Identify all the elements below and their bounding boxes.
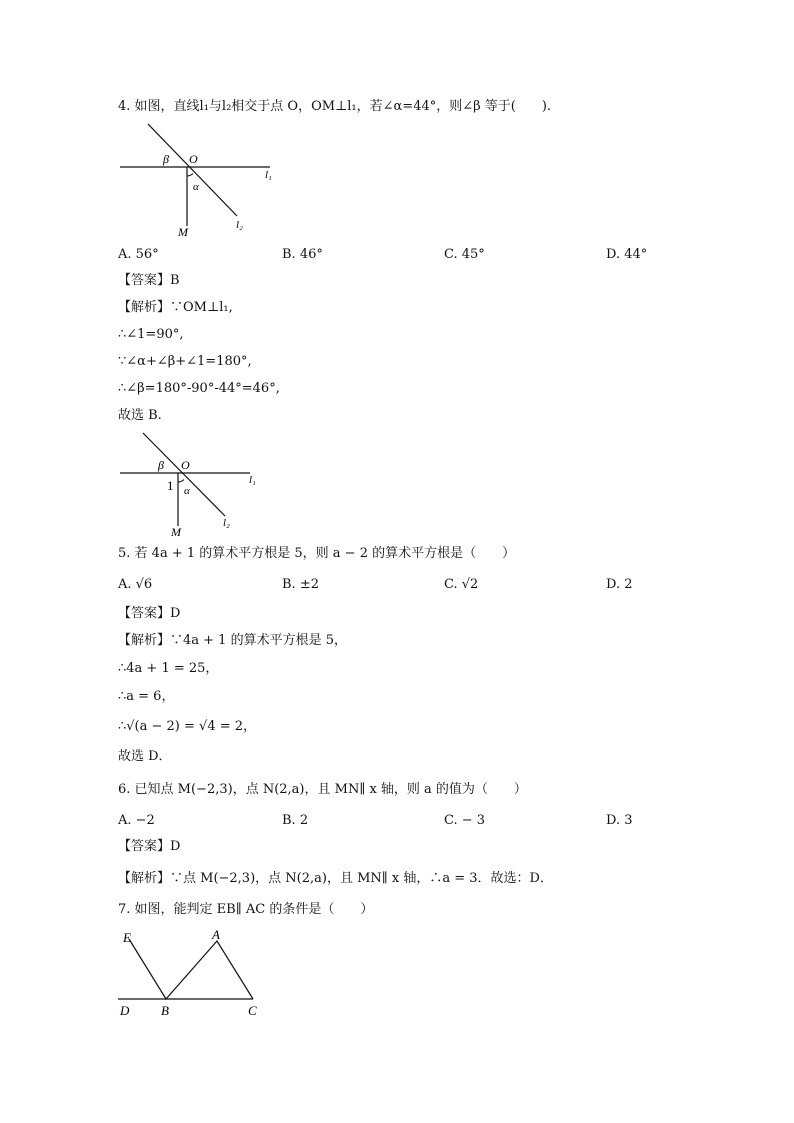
q5-analysis-5: 故选 D． <box>118 749 172 764</box>
q4-label-beta: β <box>163 152 169 166</box>
q6-option-c[interactable]: C. − 3 <box>444 813 486 828</box>
q4-option-d[interactable]: D. 44° <box>606 247 648 262</box>
q5-option-b[interactable]: B. ±2 <box>282 577 319 592</box>
q5-stem: 5. 若 4a + 1 的算术平方根是 5，则 a − 2 的算术平方根是（ ） <box>118 546 516 561</box>
q4-label-alpha: α <box>193 181 199 193</box>
q7-label-e: E <box>123 930 131 945</box>
q4-sol-label-m: M <box>171 525 181 539</box>
q4-analysis-4: ∴∠β=180°-90°-44°=46°, <box>118 381 280 396</box>
q5-analysis-4: ∴√(a − 2) = √4 = 2， <box>118 719 257 734</box>
q6-option-b[interactable]: B. 2 <box>282 813 309 828</box>
q6-answer: 【答案】D <box>118 839 181 854</box>
q5-analysis-2: ∴4a + 1 = 25， <box>118 661 219 676</box>
q7-label-a: A <box>212 927 220 942</box>
q4-label-m: M <box>178 225 188 239</box>
q6-stem: 6. 已知点 M(−2,3)，点 N(2,a)，且 MN∥ x 轴，则 a 的值为（ ） <box>118 782 527 797</box>
q6-option-d[interactable]: D. 3 <box>606 813 633 828</box>
q4-analysis-1: 【解析】∵OM⊥l₁, <box>118 300 233 315</box>
q5-option-a[interactable]: A. √6 <box>118 577 153 592</box>
q5-option-c[interactable]: C. √2 <box>444 577 479 592</box>
q7-label-b: B <box>161 1003 169 1018</box>
q4-sol-label-l2: l₂ <box>223 517 230 529</box>
q4-analysis-3: ∵∠α+∠β+∠1=180°, <box>118 354 252 369</box>
q4-label-l2: l₂ <box>236 219 243 231</box>
q6-analysis: 【解析】∵点 M(−2,3)，点 N(2,a)，且 MN∥ x 轴，∴a = 3．故选：D． <box>118 871 553 886</box>
q5-option-d[interactable]: D. 2 <box>606 577 633 592</box>
q4-figure <box>115 118 285 243</box>
q5-analysis-3: ∴a = 6， <box>118 689 175 704</box>
q4-analysis-5: 故选 B. <box>118 408 162 423</box>
q5-analysis-1: 【解析】∵4a + 1 的算术平方根是 5， <box>118 633 347 648</box>
q4-option-a[interactable]: A. 56° <box>118 247 159 262</box>
q4-analysis-2: ∴∠1=90°, <box>118 327 184 342</box>
q7-label-c: C <box>248 1003 257 1018</box>
q4-answer: 【答案】B <box>118 273 180 288</box>
q7-label-d: D <box>120 1003 130 1018</box>
q4-sol-label-o: O <box>181 458 190 472</box>
q4-sol-label-l1: l₁ <box>249 474 256 486</box>
q7-stem: 7. 如图，能判定 EB∥ AC 的条件是（ ） <box>118 902 374 917</box>
q4-option-b[interactable]: B. 46° <box>282 247 323 262</box>
q5-answer: 【答案】D <box>118 606 181 621</box>
q4-stem: 4. 如图，直线l₁与l₂相交于点 O，OM⊥l₁，若∠α=44°，则∠β 等于( ). <box>118 99 552 114</box>
q4-sol-label-one: 1 <box>167 478 174 493</box>
q4-sol-label-beta: β <box>158 458 164 472</box>
q4-label-l1: l₁ <box>265 169 272 181</box>
q6-option-a[interactable]: A. −2 <box>118 813 155 828</box>
q4-solution-figure <box>115 428 275 540</box>
q4-label-o: O <box>189 152 198 166</box>
q7-figure <box>115 926 275 1021</box>
q4-option-c[interactable]: C. 45° <box>444 247 485 262</box>
q4-sol-label-alpha: α <box>184 485 190 497</box>
